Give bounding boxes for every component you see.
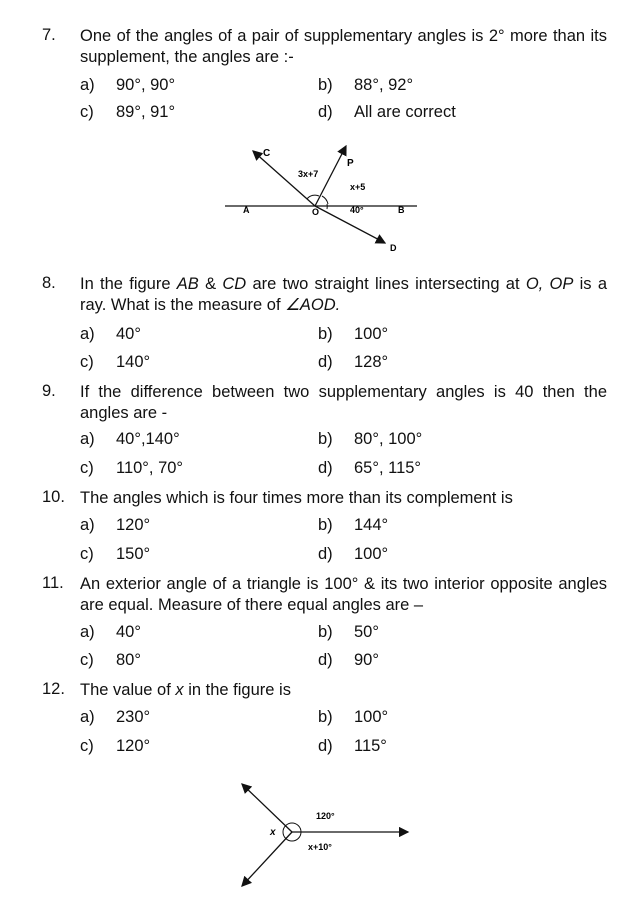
option-value: 40° xyxy=(116,623,141,641)
option-b xyxy=(318,623,379,642)
ray-op xyxy=(315,146,346,206)
option-value: 128° xyxy=(354,353,389,371)
option-label: b) xyxy=(318,516,333,534)
option-a xyxy=(80,430,180,449)
option-label: c) xyxy=(80,103,94,121)
angle-top-label: 120° xyxy=(316,811,335,821)
option-label: c) xyxy=(80,353,94,371)
option-d xyxy=(318,545,388,564)
option-c xyxy=(80,103,175,122)
text-part: x xyxy=(175,681,184,699)
option-label: a) xyxy=(80,623,95,641)
option-value: 100° xyxy=(354,545,389,563)
option-d xyxy=(318,651,379,670)
text-part: are two straight lines intersecting at xyxy=(246,275,526,293)
question-number: 9. xyxy=(42,382,56,400)
question-number: 8. xyxy=(42,274,56,292)
option-value: 120° xyxy=(116,737,151,755)
option-value: 115° xyxy=(354,737,387,755)
option-c xyxy=(80,459,183,478)
ray-upper-left xyxy=(242,784,292,832)
option-label: a) xyxy=(80,708,95,726)
option-value: 90°, 90° xyxy=(116,76,176,94)
option-label: d) xyxy=(318,353,333,371)
figure-three-rays xyxy=(230,778,420,893)
label-c: C xyxy=(263,148,271,159)
option-value: 50° xyxy=(354,623,379,641)
option-value: 230° xyxy=(116,708,151,726)
option-c xyxy=(80,353,150,372)
label-a: A xyxy=(243,205,250,215)
option-value: 120° xyxy=(116,516,151,534)
option-value: 140° xyxy=(116,353,151,371)
option-b xyxy=(318,325,388,344)
text-part: CD xyxy=(222,275,247,293)
text-part: AB xyxy=(176,275,199,293)
option-d xyxy=(318,353,388,372)
option-a xyxy=(80,325,141,344)
option-value: 144° xyxy=(354,516,389,534)
option-c xyxy=(80,545,150,564)
label-p: P xyxy=(347,158,354,169)
option-a xyxy=(80,516,150,535)
question-number: 10. xyxy=(42,488,65,506)
option-label: c) xyxy=(80,459,94,477)
question-text: If the difference between two supplementary angles is 40 then the angles are - xyxy=(80,383,607,422)
option-b xyxy=(318,516,388,535)
option-label: b) xyxy=(318,708,333,726)
option-label: a) xyxy=(80,516,95,534)
option-value: 150° xyxy=(116,545,151,563)
option-label: a) xyxy=(80,325,95,343)
question-number: 7. xyxy=(42,26,56,44)
option-c xyxy=(80,651,141,670)
arc-pob xyxy=(322,196,328,204)
option-label: c) xyxy=(80,545,94,563)
angle-bod-label: 40° xyxy=(350,205,364,215)
option-value: 40°,140° xyxy=(116,430,180,448)
angle-pob-label: x+5 xyxy=(350,182,366,192)
option-b xyxy=(318,708,388,727)
option-value: 110°, 70° xyxy=(116,459,184,477)
question-number: 11. xyxy=(42,574,64,592)
option-label: d) xyxy=(318,651,333,669)
option-label: c) xyxy=(80,651,94,669)
option-value: 100° xyxy=(354,708,389,726)
option-c xyxy=(80,737,150,756)
angle-bottom-label: x+10° xyxy=(308,842,332,852)
option-value: 80°, 100° xyxy=(354,430,423,448)
option-label: b) xyxy=(318,623,333,641)
option-value: 80° xyxy=(116,651,141,669)
label-d: D xyxy=(390,243,397,253)
option-label: d) xyxy=(318,459,333,477)
question-text: The angles which is four times more than its complement is xyxy=(80,489,513,507)
question-text: An exterior angle of a triangle is 100° & its two interior opposite angles are equal. Measure of there equal angles are – xyxy=(80,575,607,614)
option-d xyxy=(318,459,421,478)
option-label: b) xyxy=(318,430,333,448)
option-label: d) xyxy=(318,103,333,121)
text-part: In the figure xyxy=(80,275,177,293)
question-number: 12. xyxy=(42,680,65,698)
option-value: 40° xyxy=(116,325,141,343)
option-label: c) xyxy=(80,737,94,755)
option-value: 88°, 92° xyxy=(354,76,414,94)
option-label: a) xyxy=(80,76,95,94)
option-label: b) xyxy=(318,325,333,343)
option-label: a) xyxy=(80,430,95,448)
option-d xyxy=(318,737,387,756)
text-part: is a ray. What is the measure of xyxy=(80,275,607,314)
label-o: O xyxy=(312,207,320,217)
option-a xyxy=(80,76,175,95)
question-text: One of the angles of a pair of supplementary angles is 2° more than its supplement, the angles are :- xyxy=(80,27,607,66)
option-label: d) xyxy=(318,545,333,563)
option-value: 89°, 91° xyxy=(116,103,176,121)
option-b xyxy=(318,76,413,95)
arc-aoc xyxy=(307,195,319,199)
option-value: All are correct xyxy=(354,103,456,121)
option-value: 65°, 115° xyxy=(354,459,422,477)
text-part: The value of xyxy=(80,681,176,699)
text-part: in the figure is xyxy=(183,681,291,699)
text-part: O, OP xyxy=(525,275,574,293)
question-text xyxy=(80,680,607,701)
question-text xyxy=(80,274,607,316)
text-part: & xyxy=(198,275,223,293)
ray-lower-left xyxy=(242,832,292,886)
option-d xyxy=(318,103,456,122)
angle-x-label: x xyxy=(270,827,276,838)
option-value: 90° xyxy=(354,651,379,669)
option-a xyxy=(80,623,141,642)
option-b xyxy=(318,430,422,449)
figure-intersecting-lines xyxy=(220,138,420,258)
label-b: B xyxy=(398,205,405,215)
option-value: 100° xyxy=(354,325,389,343)
option-a xyxy=(80,708,150,727)
option-label: b) xyxy=(318,76,333,94)
option-label: d) xyxy=(318,737,333,755)
text-part: ∠AOD. xyxy=(285,296,341,314)
angle-aoc-label: 3x+7 xyxy=(298,169,319,179)
